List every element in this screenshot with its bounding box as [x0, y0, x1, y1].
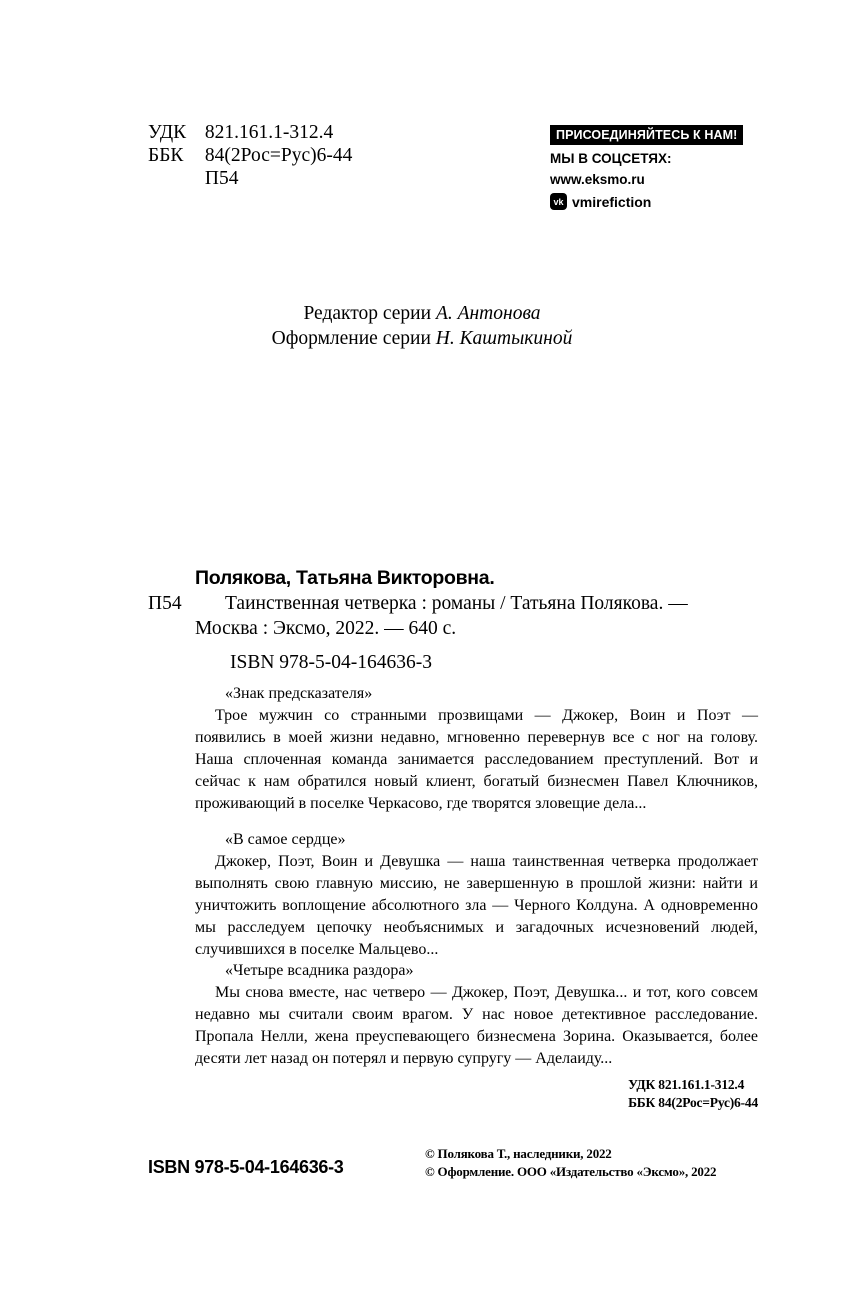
series-design-label: Оформление серии: [271, 328, 436, 349]
footer-udk: УДК 821.161.1-312.4: [628, 1077, 745, 1092]
annotation-3: [195, 960, 758, 1070]
copyright-block: [425, 1145, 716, 1181]
footer-bbk: ББК 84(2Рос=Рус)6-44: [628, 1095, 758, 1110]
series-editor-label: Редактор серии: [303, 303, 436, 324]
book-code: П54: [148, 593, 182, 614]
vk-link[interactable]: [550, 193, 760, 210]
footer-isbn: ISBN 978-5-04-164636-3: [148, 1157, 344, 1177]
bbk-key: ББК: [148, 145, 184, 166]
annotation-body: Джокер, Поэт, Воин и Девушка — наша таинственная четверка продолжает выполнять свою главную миссию, не завершенную в прошлой жизни: найти и уничтожить воплощение абсолютного зла — Черного Колдуна. А одновременно мы расследуем цепочку необъяснимых и загадочных исчезновений людей, случившихся в поселке Мальцево...: [195, 853, 758, 958]
book-title-line1: Таинственная четверка : романы / Татьяна Полякова. —: [225, 593, 688, 614]
website-link[interactable]: www.eksmo.ru: [550, 172, 645, 187]
footer-classification: [628, 1076, 758, 1112]
vk-handle: vmirefiction: [572, 193, 652, 210]
annotation-title: «В самое сердце»: [225, 831, 346, 848]
book-author: Полякова, Татьяна Викторовна.: [195, 567, 495, 589]
book-isbn: ISBN 978-5-04-164636-3: [230, 652, 433, 673]
book-title-line2: Москва : Эксмо, 2022. — 640 с.: [195, 618, 457, 639]
vk-icon: vk: [550, 193, 567, 210]
series-design-name: Н. Каштыкиной: [435, 328, 573, 349]
annotation-2: [195, 829, 758, 961]
bbk-row: [148, 144, 352, 167]
social-subtitle: МЫ В СОЦСЕТЯХ:: [550, 151, 672, 166]
annotation-body: Мы снова вместе, нас четверо — Джокер, Поэт, Девушка... и тот, кого совсем недавно мы считали своим врагом. У нас новое детективное расследование. Пропала Нелли, жена преуспевающего бизнесмена Зорина. Оказывается, более десяти лет назад он потерял и первую супругу — Аделаиду...: [195, 984, 758, 1067]
code-row: [148, 167, 352, 190]
udk-row: [148, 121, 352, 144]
series-editor-name: А. Антонова: [435, 303, 541, 324]
copyright-line-2: © Оформление. ООО «Издательство «Эксмо», 2022: [425, 1164, 717, 1179]
bbk-value: 84(2Рос=Рус)6-44: [204, 145, 353, 166]
social-banner: ПРИСОЕДИНЯЙТЕСЬ К НАМ!: [550, 125, 743, 145]
copyright-line-1: © Полякова Т., наследники, 2022: [425, 1146, 612, 1161]
annotation-title: «Знак предсказателя»: [225, 685, 373, 702]
series-editor: [0, 301, 844, 326]
udk-value: 821.161.1-312.4: [204, 122, 334, 143]
udk-key: УДК: [148, 122, 187, 143]
social-block: [550, 125, 760, 210]
classification-code: П54: [204, 168, 239, 189]
annotation-title: «Четыре всадника раздора»: [225, 962, 414, 979]
classification-block: [148, 121, 352, 190]
annotation-1: [195, 683, 758, 815]
annotation-body: Трое мужчин со странными прозвищами — Джокер, Воин и Поэт — появились в моей жизни недавно, мгновенно перевернув все с ног на голову. Наша сплоченная команда занимается расследованием преступлений. Вот и сейчас к нам обратился новый клиент, богатый бизнесмен Павел Ключников, проживающий в поселке Черкасово, где творятся зловещие дела...: [195, 707, 758, 812]
series-design: [0, 326, 844, 351]
